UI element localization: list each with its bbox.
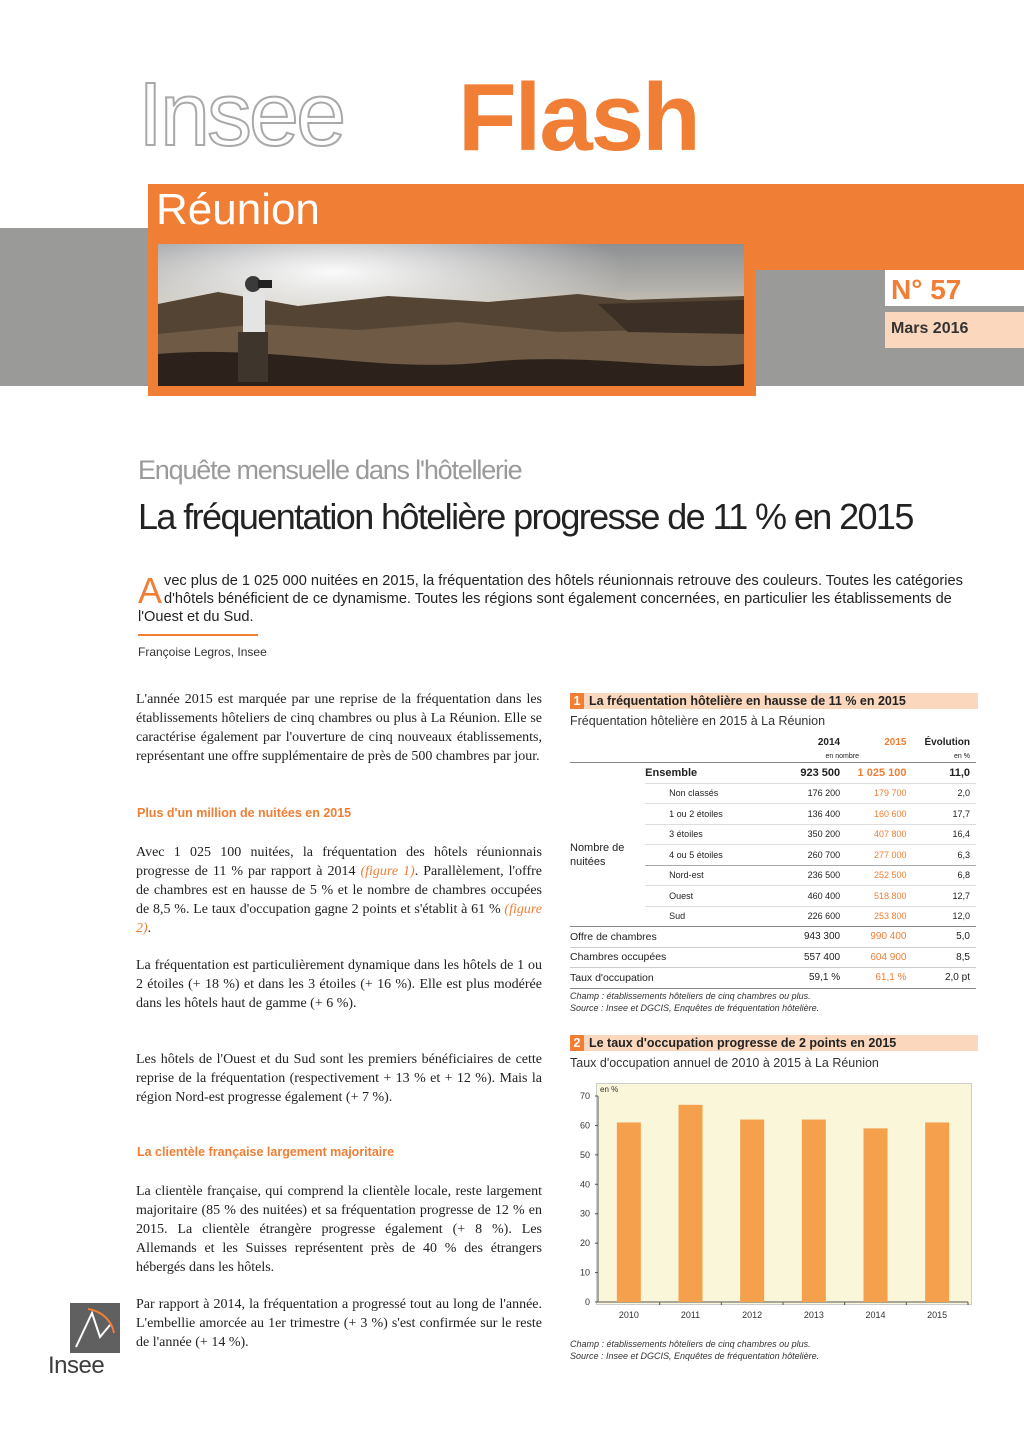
header-orange-strip (745, 242, 1024, 270)
author-line: Françoise Legros, Insee (138, 645, 267, 659)
landscape-photo-icon (158, 244, 744, 386)
cell-2014: 176 200 (772, 783, 846, 804)
group-label-text: Nombre de nuitées (570, 841, 625, 868)
cell-evol: 5,0 (912, 927, 976, 948)
bar (617, 1122, 641, 1302)
table-row (570, 927, 976, 948)
figure2-notes (570, 1338, 819, 1362)
article-lead (138, 572, 978, 626)
brand-flash: Flash (458, 64, 699, 171)
row-label: Ensemble (645, 763, 772, 784)
group-label (570, 783, 645, 927)
figure2-header (570, 1035, 978, 1051)
cell-2015: 1 025 100 (846, 763, 912, 784)
figure2-champ: Champ : établissements hôteliers de cinq chambres ou plus. (570, 1339, 811, 1349)
cell-evol: 8,5 (912, 947, 976, 968)
table-row (570, 968, 976, 989)
row-label: Offre de chambres (570, 927, 772, 948)
cell-2015: 990 400 (846, 927, 912, 948)
paragraph-regions: Les hôtels de l'Ouest et du Sud sont les premiers bénéficiaires de cette reprise de la fréquentation (respectivement + 13 % et + 12 %). Mais la région Nord-est progresse également (+ 7 %). (136, 1052, 542, 1105)
row-label: Sud (645, 906, 772, 927)
cell-2014: 350 200 (772, 824, 846, 845)
figure1-subtitle: Fréquentation hôtelière en 2015 à La Réunion (570, 714, 826, 728)
table-row (570, 947, 976, 968)
bar (679, 1105, 703, 1302)
unit-pct: en % (954, 752, 970, 760)
figure2-title: Le taux d'occupation progresse de 2 points en 2015 (589, 1036, 897, 1050)
bar (802, 1120, 826, 1302)
row-label: 4 ou 5 étoiles (645, 845, 772, 866)
y-tick-label: 60 (579, 1120, 590, 1131)
lead-text: vec plus de 1 025 000 nuitées en 2015, la fréquentation des hôtels réunionnais retrouve des couleurs. Toutes les catégories d'hôtels bénéficient de ce dynamisme. Toutes les régions sont également concernées, en particulier les établissements de l'Ouest et du Sud. (138, 573, 963, 625)
cell-2015: 604 900 (846, 947, 912, 968)
row-label: Non classés (645, 783, 772, 804)
cell-2014: 136 400 (772, 804, 846, 825)
table-row (570, 783, 976, 804)
x-tick-label: 2015 (927, 1310, 948, 1320)
col-evolution: Évolution (924, 736, 970, 748)
figure1-number: 1 (570, 693, 584, 709)
cell-2015: 407 800 (846, 824, 912, 845)
figure1-header (570, 693, 978, 709)
figure1-table (570, 734, 976, 989)
row-label: 3 étoiles (645, 824, 772, 845)
cell-evol: 16,4 (912, 824, 976, 845)
row-label: 1 ou 2 étoiles (645, 804, 772, 825)
row-label: Ouest (645, 886, 772, 907)
region-label: Réunion (156, 185, 320, 234)
figure1-notes (570, 990, 819, 1014)
y-tick-label: 0 (584, 1297, 590, 1307)
brand-insee: Insee (138, 65, 344, 165)
paragraph-trimestre: Par rapport à 2014, la fréquentation a progressé tout au long de l'année. L'embellie amorcée au 1er trimestre (+ 3 %) s'est confirmée sur le reste de l'année (+ 14 %). (136, 1297, 542, 1350)
cell-2015: 253 800 (846, 906, 912, 927)
cell-2014: 943 300 (772, 927, 846, 948)
cell-2014: 557 400 (772, 947, 846, 968)
figure1-champ: Champ : établissements hôteliers de cinq chambres ou plus. (570, 991, 811, 1001)
insee-logo-mark-icon (70, 1303, 120, 1353)
y-tick-label: 10 (579, 1267, 590, 1278)
cell-evol: 2,0 pt (912, 968, 976, 989)
bar (740, 1120, 764, 1302)
lead-rule (138, 634, 258, 636)
figure2-number: 2 (570, 1035, 584, 1051)
row-label: Chambres occupées (570, 947, 772, 968)
p2-text-b: . Parallèlement, l'offre de chambres est en hausse de 5 % et le nombre de chambres occupées de 8,5 %. Le taux d'occupation gagne 2 points et s'établit à 61 % (136, 864, 543, 917)
cell-2014: 923 500 (772, 763, 846, 784)
paragraph-clientele: La clientèle française, qui comprend la clientèle locale, reste largement majoritaire (85 % des nuitées) et sa fréquentation progresse de 12 % en 2015. La clientèle étrangère progresse également (+ 8 %). Les Allemands et les Suisses représentent près de 40 % des étrangers hébergés dans les hôtels. (136, 1184, 542, 1275)
cell-2014: 460 400 (772, 886, 846, 907)
occupancy-bar-chart (568, 1080, 978, 1328)
y-axis-label: en % (600, 1085, 619, 1094)
y-tick-label: 40 (579, 1179, 590, 1190)
cell-2015: 518 800 (846, 886, 912, 907)
table-header-row (570, 734, 976, 750)
cell-evol: 17,7 (912, 804, 976, 825)
y-tick-label: 50 (579, 1149, 590, 1160)
cell-evol: 6,8 (912, 865, 976, 886)
col-2014: 2014 (817, 736, 841, 748)
cover-photo (158, 244, 744, 386)
issue-number: N° 57 (891, 274, 962, 305)
paragraph-nuitees (136, 843, 542, 938)
cell-evol: 12,0 (912, 906, 976, 927)
figure2-source: Source : Insee et DGCIS, Enquêtes de fréquentation hôtelière. (570, 1351, 820, 1361)
bar (864, 1128, 888, 1302)
subheading-million: Plus d'un million de nuitées en 2015 (137, 806, 352, 820)
y-tick-label: 70 (579, 1091, 590, 1101)
paragraph-intro: L'année 2015 est marquée par une reprise de la fréquentation dans les établissements hôteliers de cinq chambres ou plus à La Réunion. Elle se caractérise également par l'ouverture de cinq nouveaux établissements, représentant une offre supplémentaire de près de 500 chambres par jour. (136, 692, 542, 764)
cell-evol: 2,0 (912, 783, 976, 804)
figure1-link[interactable]: (figure 1) (360, 864, 415, 879)
x-tick-label: 2011 (680, 1310, 701, 1320)
cell-2015: 179 700 (846, 783, 912, 804)
subheading-clientele: La clientèle française largement majoritaire (137, 1145, 395, 1159)
cell-2015: 61,1 % (846, 968, 912, 989)
insee-logo-text: Insee (48, 1352, 105, 1379)
insee-logo-icon (70, 1303, 120, 1353)
bar (925, 1122, 949, 1302)
cell-2014: 260 700 (772, 845, 846, 866)
row-label: Nord-est (645, 865, 772, 886)
unit-nombre: en nombre (825, 752, 859, 760)
figure2-link[interactable]: (figure 2) (136, 902, 542, 936)
x-tick-label: 2012 (742, 1310, 763, 1320)
p2-text-c: . (147, 921, 152, 936)
cell-2015: 160 600 (846, 804, 912, 825)
figure1-source: Source : Insee et DGCIS, Enquêtes de fréquentation hôtelière. (570, 1003, 820, 1013)
issue-date: Mars 2016 (891, 320, 969, 337)
x-tick-label: 2010 (618, 1310, 639, 1320)
cell-2015: 277 000 (846, 845, 912, 866)
table-unit-row (570, 750, 976, 763)
cell-2014: 226 600 (772, 906, 846, 927)
figure2-subtitle: Taux d'occupation annuel de 2010 à 2015 à La Réunion (570, 1056, 879, 1070)
paragraph-categories: La fréquentation est particulièrement dynamique dans les hôtels de 1 ou 2 étoiles (+ 18 %) et dans les 3 étoiles (+ 16 %). Elle est plus modérée dans les hôtels haut de gamme (+ 6 %). (136, 958, 542, 1011)
lead-dropcap: A (138, 570, 163, 611)
figure1-title: La fréquentation hôtelière en hausse de 11 % en 2015 (589, 694, 906, 708)
col-2015: 2015 (884, 736, 907, 748)
cell-2014: 236 500 (772, 865, 846, 886)
article-kicker: Enquête mensuelle dans l'hôtellerie (138, 455, 522, 485)
y-tick-label: 30 (579, 1208, 590, 1219)
table-row (570, 763, 976, 784)
x-tick-label: 2014 (865, 1310, 886, 1320)
x-tick-label: 2013 (803, 1310, 824, 1320)
cell-2015: 252 500 (846, 865, 912, 886)
y-tick-label: 20 (579, 1238, 590, 1249)
p2-text-a: Avec 1 025 100 nuitées, la fréquentation des hôtels réunionnais progresse de 11 % par rapport à 2014 (136, 845, 542, 879)
cell-evol: 11,0 (912, 763, 976, 784)
cell-2014: 59,1 % (772, 968, 846, 989)
cell-evol: 6,3 (912, 845, 976, 866)
article-title: La fréquentation hôtelière progresse de 11 % en 2015 (138, 496, 913, 537)
cell-evol: 12,7 (912, 886, 976, 907)
row-label: Taux d'occupation (570, 968, 772, 989)
